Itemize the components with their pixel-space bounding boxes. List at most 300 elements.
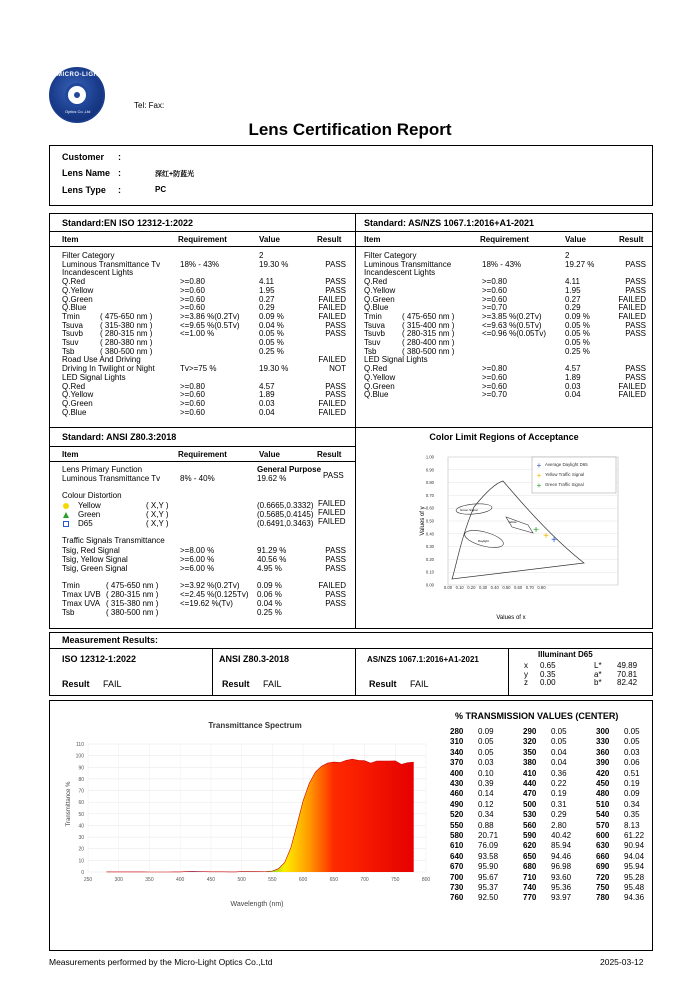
wavelength-cell: 380 — [523, 758, 537, 768]
wavelength-cell: 770 — [523, 893, 537, 903]
company-logo — [49, 67, 105, 123]
en-row-result: PASS — [325, 259, 346, 269]
ansi-result-label: Result — [222, 679, 250, 689]
en-row-result: FAILED — [318, 398, 346, 408]
en-row-value: 0.03 — [259, 398, 275, 408]
page-title: Lens Certification Report — [248, 120, 452, 139]
color-limit-title: Color Limit Regions of Acceptance — [429, 432, 579, 442]
transmission-cell: 61.22 — [624, 831, 645, 840]
en-row-value: 0.25 % — [259, 346, 284, 356]
transmission-cell: 94.46 — [551, 851, 572, 861]
en-row-sub: ( 475-650 nm ) — [100, 311, 153, 321]
en-row-req: <=9.65 %(0.5Tv) — [180, 320, 240, 330]
wavelength-cell: 780 — [596, 893, 610, 903]
wavelength-cell: 370 — [450, 758, 464, 768]
transmission-cell: 20.71 — [478, 831, 499, 840]
as-col-result: Result — [619, 235, 644, 244]
spectrum-x-tick: 300 — [114, 877, 123, 883]
en-row-req: >=0.60 — [180, 294, 205, 304]
transmission-cell: 95.90 — [478, 862, 499, 872]
en-row-item: Road Use And Driving — [62, 355, 141, 365]
wavelength-cell: 760 — [450, 893, 464, 903]
wavelength-cell: 690 — [596, 862, 610, 872]
transmission-cell: 95.94 — [624, 862, 645, 872]
as-row-item: Q.Red — [364, 277, 388, 287]
en-row-item: Tmin — [62, 311, 80, 321]
as-row-result: PASS — [625, 372, 646, 382]
transmission-cell: 0.34 — [478, 810, 494, 820]
as-row-req: <=9.63 %(0.5Tv) — [482, 320, 542, 330]
wavelength-cell: 720 — [596, 872, 610, 882]
as-row-item: Tsuva — [364, 320, 385, 330]
en-row-value: 0.04 % — [259, 320, 284, 330]
color-limit-y-tick: 0.80 — [425, 480, 434, 486]
illum-key2: a* — [594, 669, 602, 679]
iso-result: FAIL — [103, 679, 122, 689]
legend-label: Average Daylight D65 — [545, 462, 588, 467]
as-row-req: >=0.60 — [482, 294, 507, 304]
en-row-sub: ( 380-500 nm ) — [100, 346, 153, 356]
as-row-value: 2 — [565, 251, 570, 260]
ansi-traffic-result: PASS — [325, 546, 346, 555]
transmission-cell: 0.14 — [478, 789, 494, 799]
ansi-uv-req: >=3.92 %(0.2Tv) — [180, 581, 240, 590]
en-row-result: FAILED — [318, 303, 346, 313]
transmission-cell: 0.10 — [478, 768, 494, 778]
as-row-result: PASS — [625, 320, 646, 330]
ansi-traffic-item: Tsig, Red Signal — [62, 546, 120, 555]
as-row-result: FAILED — [618, 311, 646, 321]
transmission-cell: 93.97 — [551, 893, 572, 903]
spectrum-xlabel: Wavelength (nm) — [230, 901, 284, 908]
as-row-item: Filter Category — [364, 251, 417, 260]
en-row-req: >=0.60 — [180, 407, 205, 417]
transmission-title: % TRANSMISSION VALUES (CENTER) — [455, 711, 619, 721]
color-limit-y-tick: 0.20 — [425, 556, 434, 562]
en-row-value: 19.30 % — [259, 259, 289, 269]
illum-value: 0.00 — [540, 678, 556, 688]
as-row-result: FAILED — [618, 303, 646, 313]
en-row-req: >=0.60 — [180, 398, 205, 408]
as-row-item: Q.Blue — [364, 303, 389, 313]
transmission-cell: 0.03 — [624, 747, 640, 757]
wavelength-cell: 300 — [596, 727, 610, 736]
colour-d65-icon — [63, 521, 69, 527]
wavelength-cell: 590 — [523, 831, 537, 840]
color-limit-y-tick: 0.00 — [425, 582, 434, 588]
region-label-yellow: Yellow — [508, 520, 517, 524]
en-row-req: >=0.60 — [180, 390, 205, 400]
ansi-colour-result: FAILED — [318, 499, 346, 508]
as-col-req: Requirement — [480, 235, 529, 244]
transmission-cell: 90.94 — [624, 841, 645, 851]
iso-result-label: Result — [62, 679, 90, 689]
as-title: Standard: AS/NZS 1067.1:2016+A1-2021 — [364, 218, 534, 228]
en-row-req: Tv>=75 % — [180, 364, 217, 374]
ansi-colour-name: D65 — [78, 519, 93, 528]
wavelength-cell: 350 — [523, 747, 537, 757]
en-row-value: 19.30 % — [259, 364, 289, 374]
ansi-lum-res: PASS — [323, 471, 344, 480]
as-row-value: 0.09 % — [565, 311, 590, 321]
en-row-result: FAILED — [318, 407, 346, 417]
spectrum-y-tick: 100 — [75, 753, 84, 760]
color-limit-x-tick: 0.40 — [490, 585, 499, 590]
wavelength-cell: 510 — [596, 799, 610, 809]
en-row-value: 0.29 — [259, 303, 275, 313]
as-row-value: 0.27 — [565, 294, 581, 304]
as-row-value: 4.11 — [565, 277, 580, 287]
transmission-cell: 0.05 — [624, 727, 640, 736]
en-row-item: Tsuva — [62, 320, 83, 330]
as-row-value: 0.03 — [565, 381, 581, 391]
ansi-traffic-result: PASS — [325, 555, 346, 564]
en-row-item: Filter Category — [62, 251, 115, 260]
spectrum-title: Transmittance Spectrum — [208, 721, 302, 730]
as-row-value: 0.25 % — [565, 346, 590, 356]
en-row-sub: ( 280-315 nm ) — [100, 329, 153, 339]
wavelength-cell: 500 — [523, 799, 537, 809]
as-row-value: 0.05 % — [565, 320, 590, 330]
wavelength-cell: 330 — [596, 737, 610, 747]
wavelength-cell: 620 — [523, 841, 537, 851]
wavelength-cell: 420 — [596, 768, 610, 778]
as-row-item: Tsb — [364, 346, 377, 356]
en-row-req: 18% - 43% — [180, 259, 220, 269]
spectrum-x-tick: 550 — [268, 877, 277, 883]
ansi-traffic-item: Tsig, Green Signal — [62, 564, 128, 573]
en-row-result: FAILED — [318, 311, 346, 321]
lens-name-label: Lens Name — [62, 168, 111, 178]
en-row-item: Q.Blue — [62, 407, 87, 417]
as-row-item: Q.Blue — [364, 390, 389, 400]
legend-label: Yellow Traffic Signal — [545, 472, 585, 477]
spectrum-area — [106, 759, 413, 872]
region-label-daylight: Daylight — [478, 539, 489, 543]
ansi-uv-result: PASS — [325, 590, 346, 599]
color-limit-chart — [356, 447, 652, 627]
color-limit-y-tick: 0.10 — [425, 569, 434, 575]
spectrum-y-tick: 20 — [78, 846, 84, 853]
illum-value: 0.35 — [540, 669, 556, 679]
illum-key2: b* — [594, 678, 602, 688]
as-row-result: FAILED — [618, 294, 646, 304]
color-limit-x-tick: 0.80 — [537, 585, 546, 590]
en-row-item: Tsuv — [62, 338, 79, 347]
as-row-value: 19.27 % — [565, 259, 595, 269]
color-limit-x-tick: 0.00 — [443, 585, 453, 590]
illum-value2: 49.89 — [617, 661, 638, 670]
ansi-uv-value: 0.04 % — [257, 599, 282, 608]
transmission-cell: 95.67 — [478, 872, 499, 882]
en-row-item: LED Signal Lights — [62, 372, 126, 382]
as-row-req: 18% - 43% — [482, 259, 522, 269]
wavelength-cell: 570 — [596, 820, 610, 830]
wavelength-cell: 600 — [596, 831, 610, 840]
color-limit-x-tick: 0.70 — [525, 585, 534, 590]
en-row-value: 0.05 % — [259, 329, 284, 339]
en-row-value: 4.57 — [259, 381, 275, 391]
wavelength-cell: 710 — [523, 872, 537, 882]
en-row-value: 1.95 — [259, 285, 275, 295]
as-row-item: Luminous Transmittance — [364, 259, 452, 269]
transmission-cell: 85.94 — [551, 841, 572, 851]
en-row-item: Driving In Twilight or Night — [62, 364, 155, 374]
transmission-cell: 94.04 — [624, 851, 645, 861]
en-row-result: FAILED — [318, 355, 346, 365]
en-row-value: 1.89 — [259, 390, 275, 400]
as-result: FAIL — [410, 679, 429, 689]
ansi-col-item: Item — [62, 450, 79, 459]
lens-type-label: Lens Type — [62, 185, 106, 195]
as-row-req: >=0.80 — [482, 364, 507, 374]
en-row-result: PASS — [325, 381, 346, 391]
as-row-sub: ( 280-400 nm ) — [402, 338, 455, 347]
as-row-sub: ( 315-400 nm ) — [402, 320, 455, 330]
wavelength-cell: 640 — [450, 851, 464, 861]
ansi-uv-item: Tmin — [62, 581, 80, 590]
wavelength-cell: 450 — [596, 779, 610, 788]
region-label-green: Green Signal — [460, 508, 478, 512]
en-row-value: 0.05 % — [259, 338, 284, 347]
transmittance-spectrum-chart — [52, 712, 444, 912]
ansi-col-req: Requirement — [178, 450, 227, 459]
en-row-req: >=0.80 — [180, 277, 205, 287]
as-row-sub: ( 380-500 nm ) — [402, 346, 455, 356]
en-row-item: Q.Red — [62, 277, 86, 287]
wavelength-cell: 340 — [450, 747, 464, 757]
as-row-req: >=0.70 — [482, 390, 507, 400]
en-row-item: Tsb — [62, 346, 75, 356]
transmission-cell: 95.28 — [624, 872, 645, 882]
spectrum-y-tick: 80 — [78, 776, 84, 783]
wavelength-cell: 610 — [450, 841, 464, 851]
spectrum-x-tick: 600 — [298, 877, 308, 883]
customer-label: Customer — [62, 152, 105, 162]
ansi-uv-sub: ( 380-500 nm ) — [106, 608, 159, 617]
transmission-cell: 95.36 — [551, 883, 572, 892]
en-row-result: FAILED — [318, 294, 346, 304]
as-row-sub: ( 475-650 nm ) — [402, 311, 455, 321]
en-col-req: Requirement — [178, 235, 227, 244]
as-col-value: Value — [565, 235, 586, 244]
ansi-traffic-req: >=6.00 % — [180, 564, 215, 573]
illuminant-title: Illuminant D65 — [538, 650, 593, 659]
as-row-result: PASS — [625, 329, 646, 339]
wavelength-cell: 580 — [450, 831, 464, 840]
wavelength-cell: 310 — [450, 737, 464, 747]
ansi-title: Standard: ANSI Z80.3:2018 — [62, 432, 177, 442]
ansi-uv-value: 0.06 % — [257, 590, 282, 599]
color-limit-x-tick: 0.20 — [467, 585, 476, 590]
wavelength-cell: 740 — [523, 883, 537, 892]
en-row-item: Q.Yellow — [62, 285, 94, 295]
as-row-value: 1.95 — [565, 285, 581, 295]
wavelength-cell: 550 — [450, 820, 464, 830]
as-row-value: 1.89 — [565, 372, 581, 382]
logo-eye-icon — [65, 83, 89, 107]
spectrum-x-tick: 650 — [329, 877, 338, 883]
en-col-value: Value — [259, 235, 280, 244]
as-row-value: 0.29 — [565, 303, 581, 313]
wavelength-cell: 650 — [523, 851, 537, 861]
color-limit-y-tick: 0.50 — [425, 518, 434, 524]
spectrum-y-tick: 60 — [78, 800, 84, 807]
as-row-value: 4.57 — [565, 364, 581, 374]
ansi-colour-xy: ( X,Y ) — [146, 510, 169, 519]
transmission-cell: 0.19 — [551, 789, 567, 799]
as-row-item: Q.Red — [364, 364, 388, 374]
en-row-item: Q.Red — [62, 381, 86, 391]
ansi-colour-result: FAILED — [318, 508, 346, 517]
en-row-item: Luminous Transmittance Tv — [62, 259, 161, 269]
transmission-cell: 76.09 — [478, 841, 499, 851]
en-row-sub: ( 280-380 nm ) — [100, 338, 153, 347]
en-row-result: NOT — [329, 364, 346, 374]
as-row-result: PASS — [625, 364, 646, 374]
ansi-traffic-result: PASS — [325, 564, 346, 573]
ansi-traffic-label: Traffic Signals Transmittance — [62, 536, 165, 545]
green-point-marker: + — [533, 525, 539, 536]
color-limit-x-tick: 0.10 — [455, 585, 464, 590]
customer-box — [49, 145, 653, 206]
yellow-point-marker: + — [543, 531, 549, 542]
en-row-req: >=3.86 %(0.2Tv) — [180, 311, 240, 321]
en-col-result: Result — [317, 235, 342, 244]
as-result-label: Result — [369, 679, 397, 689]
color-limit-y-tick: 0.90 — [425, 467, 434, 473]
spectrum-y-tick: 90 — [78, 765, 84, 772]
wavelength-cell: 630 — [596, 841, 610, 851]
spectrum-ylabel: Transmittance % — [66, 781, 72, 827]
spectrum-x-tick: 250 — [83, 877, 93, 883]
ansi-traffic-value: 91.29 % — [257, 546, 287, 555]
as-row-item: Tsuv — [364, 338, 381, 347]
color-limit-y-tick: 0.30 — [425, 544, 434, 550]
en-row-result: PASS — [325, 320, 346, 330]
en-row-item: Q.Green — [62, 294, 93, 304]
transmission-cell: 0.05 — [551, 727, 567, 736]
spectrum-y-tick: 40 — [78, 823, 84, 830]
ansi-colour-value: (0.5685,0.4145) — [257, 510, 314, 519]
en-row-item: Incandescent Lights — [62, 268, 134, 278]
en-row-value: 2 — [259, 251, 264, 260]
ansi-colour-name: Green — [78, 510, 101, 519]
transmission-cell: 0.22 — [551, 779, 567, 788]
wavelength-cell: 290 — [523, 727, 537, 736]
as-row-req: <=0.96 %(0.05Tv) — [482, 329, 547, 339]
transmission-cell: 96.98 — [551, 862, 572, 872]
as-row-item: Q.Yellow — [364, 372, 396, 382]
en-row-result: PASS — [325, 277, 346, 287]
ansi-traffic-req: >=6.00 % — [180, 555, 215, 564]
transmission-cell: 95.37 — [478, 883, 499, 892]
spectrum-x-tick: 350 — [145, 877, 154, 883]
en-row-result: PASS — [325, 329, 346, 339]
as-row-item: Q.Green — [364, 381, 395, 391]
wavelength-cell: 700 — [450, 872, 464, 882]
as-row-result: PASS — [625, 277, 646, 287]
en-row-req: >=0.60 — [180, 303, 205, 313]
ansi-colour-label: Colour Distortion — [62, 491, 122, 500]
transmission-cell: 0.29 — [551, 810, 567, 820]
wavelength-cell: 360 — [596, 747, 610, 757]
color-limit-y-tick: 0.60 — [425, 505, 434, 511]
wavelength-cell: 680 — [523, 862, 537, 872]
en-row-req: >=0.60 — [180, 285, 205, 295]
wavelength-cell: 280 — [450, 727, 464, 736]
illum-key: y — [524, 669, 528, 679]
legend-marker-icon: + — [536, 461, 542, 470]
ansi-label: ANSI Z80.3-2018 — [219, 654, 290, 664]
transmission-cell: 0.09 — [624, 789, 640, 799]
ansi-uv-value: 0.25 % — [257, 608, 282, 617]
en-row-value: 0.09 % — [259, 311, 284, 321]
transmission-cell: 0.05 — [551, 737, 567, 747]
en-row-item: Q.Blue — [62, 303, 87, 313]
transmission-cell: 0.12 — [478, 799, 494, 809]
lens-name-value: 深红+防蓝光 — [155, 171, 195, 178]
legend-marker-icon: + — [536, 481, 542, 490]
illum-value: 0.65 — [540, 661, 556, 670]
transmission-cell: 0.05 — [624, 737, 640, 747]
ansi-uv-item: Tsb — [62, 608, 75, 617]
as-row-item: Q.Green — [364, 294, 395, 304]
ansi-colour-xy: ( X,Y ) — [146, 519, 169, 528]
illum-value2: 82.42 — [617, 678, 638, 688]
ansi-traffic-value: 4.95 % — [257, 564, 282, 573]
ansi-result: FAIL — [263, 679, 282, 689]
ansi-col-value: Value — [259, 450, 280, 459]
en-row-value: 4.11 — [259, 277, 274, 287]
transmission-cell: 0.34 — [624, 799, 640, 809]
transmission-cell: 0.19 — [624, 779, 640, 788]
color-limit-x-tick: 0.30 — [478, 585, 488, 590]
as-row-req: >=0.70 — [482, 303, 507, 313]
wavelength-cell: 400 — [450, 768, 464, 778]
colour-yellow-icon — [63, 503, 69, 509]
spectrum-x-tick: 700 — [360, 877, 369, 883]
footer-text: Measurements performed by the Micro-Light Optics Co.,Ltd — [49, 957, 273, 967]
en-row-req: <=1.00 % — [180, 329, 215, 339]
ansi-traffic-req: >=8.00 % — [180, 546, 215, 555]
as-row-item: Q.Yellow — [364, 285, 396, 295]
wavelength-cell: 390 — [596, 758, 610, 768]
footer-date: 2025-03-12 — [600, 957, 644, 967]
wavelength-cell: 470 — [523, 789, 537, 799]
en-row-item: Q.Green — [62, 398, 93, 408]
spectrum-x-tick: 800 — [421, 877, 431, 883]
as-row-item: Tmin — [364, 311, 382, 321]
legend-marker-icon: + — [536, 471, 542, 480]
transmission-cell: 93.58 — [478, 851, 499, 861]
transmission-cell: 0.04 — [551, 758, 567, 768]
spectrum-x-tick: 750 — [391, 877, 400, 883]
ansi-uv-req: <=2.45 %(0.125Tv) — [180, 590, 249, 599]
wavelength-cell: 670 — [450, 862, 464, 872]
transmission-cell: 94.36 — [624, 893, 645, 903]
transmission-cell: 93.60 — [551, 872, 572, 882]
wavelength-cell: 440 — [523, 779, 537, 788]
as-row-result: FAILED — [618, 381, 646, 391]
spectrum-x-tick: 400 — [176, 877, 185, 883]
transmission-cell: 0.05 — [478, 747, 494, 757]
transmission-cell: 0.88 — [478, 820, 494, 830]
as-row-value: 0.05 % — [565, 329, 590, 339]
color-limit-xlabel: Values of x — [496, 615, 526, 621]
transmission-cell: 0.36 — [551, 768, 567, 778]
wavelength-cell: 430 — [450, 779, 464, 788]
